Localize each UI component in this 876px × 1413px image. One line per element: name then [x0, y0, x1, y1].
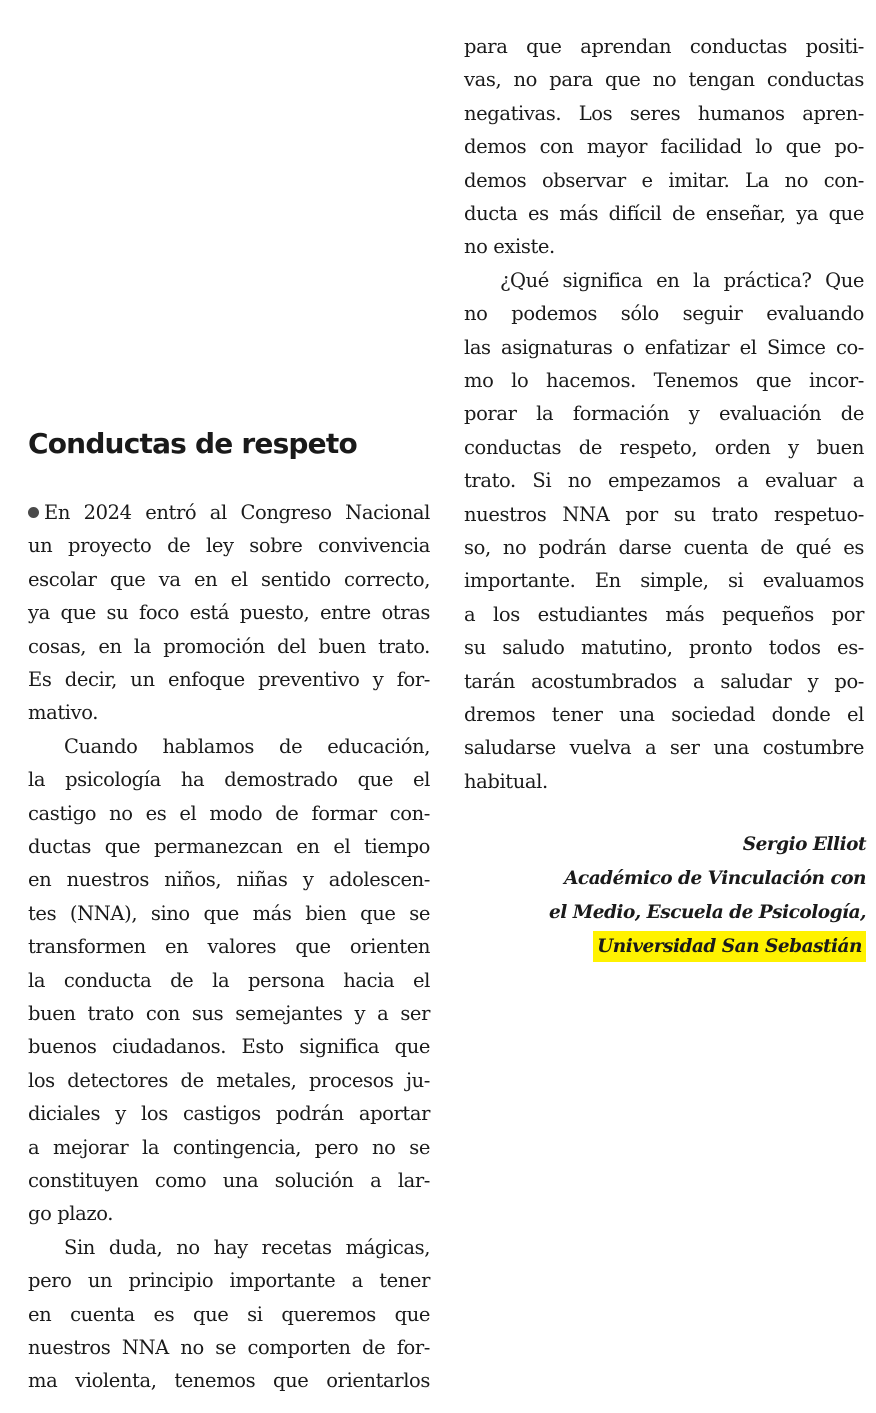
text-line-content: Sin duda, no hay recetas mágicas,: [64, 1235, 430, 1259]
text-line-content: ma violenta, tenemos que orientarlos: [28, 1369, 430, 1393]
text-line: [28, 1364, 430, 1397]
author-role-line-2: el Medio, Escuela de Psicología,: [549, 902, 866, 923]
text-line-content: conductas de respeto, orden y buen: [464, 435, 864, 459]
text-line: [28, 964, 430, 997]
text-line-content: importante. En simple, si evaluamos: [464, 569, 864, 593]
text-line-content: nuestros NNA por su trato respetuo-: [464, 502, 864, 526]
text-line: [28, 596, 430, 629]
text-line: [28, 1331, 430, 1364]
text-line-content: no existe.: [464, 235, 555, 259]
text-line-content: diciales y los castigos podrán aportar: [28, 1102, 430, 1126]
text-line: [28, 529, 430, 562]
text-line: [28, 1298, 430, 1331]
text-line-content: demos con mayor facilidad lo que po-: [464, 135, 864, 159]
text-line-content: escolar que va en el sentido correcto,: [28, 567, 430, 591]
text-line: [28, 730, 430, 763]
text-line: [464, 331, 864, 364]
text-line-content: su saludo matutino, pronto todos es-: [464, 636, 864, 660]
text-line-content: la psicología ha demostrado que el: [28, 768, 430, 792]
text-line: [464, 464, 864, 497]
text-line: [28, 1030, 430, 1063]
text-line-content: la conducta de la persona hacia el: [28, 968, 430, 992]
author-signature: [464, 828, 866, 964]
text-line-content: ya que su foco está puesto, entre otras: [28, 601, 430, 625]
text-line: [464, 130, 864, 163]
text-line-content: so, no podrán darse cuenta de qué es: [464, 536, 864, 559]
text-line-content: constituyen como una solución a lar-: [28, 1169, 430, 1192]
text-line-content: vas, no para que no tengan conductas: [464, 68, 864, 92]
section-heading: Conductas de respeto: [28, 427, 357, 460]
text-line-content: a mejorar la contingencia, pero no se: [28, 1135, 430, 1159]
text-line: [28, 696, 430, 729]
text-line: [28, 797, 430, 830]
text-line-content: go plazo.: [28, 1202, 114, 1226]
text-line-content: Es decir, un enfoque preventivo y for-: [28, 668, 430, 691]
text-line-content: buenos ciudadanos. Esto significa que: [28, 1035, 430, 1059]
author-institution: Universidad San Sebastián: [593, 931, 866, 962]
text-line-content: tes (NNA), sino que más bien que se: [28, 901, 430, 925]
text-line: [464, 63, 864, 96]
text-line-content: los detectores de metales, procesos ju-: [28, 1068, 430, 1092]
text-line: [28, 1064, 430, 1097]
text-line-content: demos observar e imitar. La no con-: [464, 168, 864, 192]
text-line: [464, 731, 864, 764]
text-line: [464, 631, 864, 664]
text-line: [464, 765, 864, 798]
text-line-content: un proyecto de ley sobre convivencia: [28, 534, 430, 558]
author-name: Sergio Elliot: [742, 834, 866, 855]
text-line-content: habitual.: [464, 769, 548, 793]
text-line: [464, 364, 864, 397]
text-line: [464, 264, 864, 297]
text-line: [28, 1264, 430, 1297]
text-line-content: ductas que permanezcan en el tiempo: [28, 835, 430, 858]
text-line: [464, 498, 864, 531]
text-line-content: tarán acostumbrados a saludar y po-: [464, 669, 864, 693]
text-line-content: a los estudiantes más pequeños por: [464, 602, 864, 626]
text-line-content: mo lo hacemos. Tenemos que incor-: [464, 369, 864, 392]
text-line: [464, 164, 864, 197]
text-line: [28, 1231, 430, 1264]
text-line: [28, 563, 430, 596]
text-line: [464, 230, 864, 263]
text-line-content: trato. Si no empezamos a evaluar a: [464, 469, 864, 493]
text-line-content: en nuestros niños, niñas y adolescen-: [28, 868, 430, 892]
text-line-content: para que aprendan conductas positi-: [464, 35, 864, 58]
text-line: [464, 297, 864, 330]
text-line: [464, 197, 864, 230]
text-line: [28, 897, 430, 930]
text-line: [464, 698, 864, 731]
text-line: [464, 665, 864, 698]
text-line: [464, 97, 864, 130]
text-line: [464, 397, 864, 430]
text-line: [28, 1131, 430, 1164]
text-line-content: no podemos sólo seguir evaluando: [464, 302, 864, 326]
text-line: [28, 930, 430, 963]
text-line-content: negativas. Los seres humanos apren-: [464, 101, 864, 125]
text-line-content: transformen en valores que orienten: [28, 935, 430, 959]
text-line: [28, 630, 430, 663]
text-line-content: En 2024 entró al Congreso Nacional: [44, 501, 430, 524]
text-line-content: ¿Qué significa en la práctica? Que: [500, 268, 864, 292]
text-line: [464, 30, 864, 63]
text-line-content: buen trato con sus semejantes y a ser: [28, 1002, 430, 1025]
text-line: [28, 496, 430, 529]
text-line: [28, 1097, 430, 1130]
text-line: [464, 598, 864, 631]
text-line: [28, 830, 430, 863]
text-line-content: mativo.: [28, 701, 99, 725]
text-line-content: porar la formación y evaluación de: [464, 402, 864, 426]
text-line: [464, 564, 864, 597]
text-line-content: nuestros NNA no se comporten de for-: [28, 1336, 430, 1359]
text-line: [464, 431, 864, 464]
text-line-content: en cuenta es que si queremos que: [28, 1302, 430, 1326]
text-line-content: saludarse vuelva a ser una costumbre: [464, 736, 864, 760]
text-line: [28, 663, 430, 696]
text-line-content: castigo no es el modo de formar con-: [28, 801, 430, 825]
text-line: [464, 531, 864, 564]
text-line-content: dremos tener una sociedad donde el: [464, 703, 864, 726]
text-line: [28, 863, 430, 896]
author-role-line-1: Académico de Vinculación con: [564, 868, 866, 889]
text-line-content: ducta es más difícil de enseñar, ya que: [464, 202, 864, 225]
text-line-content: las asignaturas o enfatizar el Simce co-: [464, 335, 864, 359]
text-line-content: cosas, en la promoción del buen trato.: [28, 634, 430, 658]
text-line-content: Cuando hablamos de educación,: [64, 734, 430, 758]
text-line: [28, 763, 430, 796]
text-line: [28, 1164, 430, 1197]
bullet-icon: [28, 507, 39, 518]
text-line-content: pero un principio importante a tener: [28, 1269, 430, 1293]
text-line: [28, 997, 430, 1030]
text-line: [28, 1197, 430, 1230]
